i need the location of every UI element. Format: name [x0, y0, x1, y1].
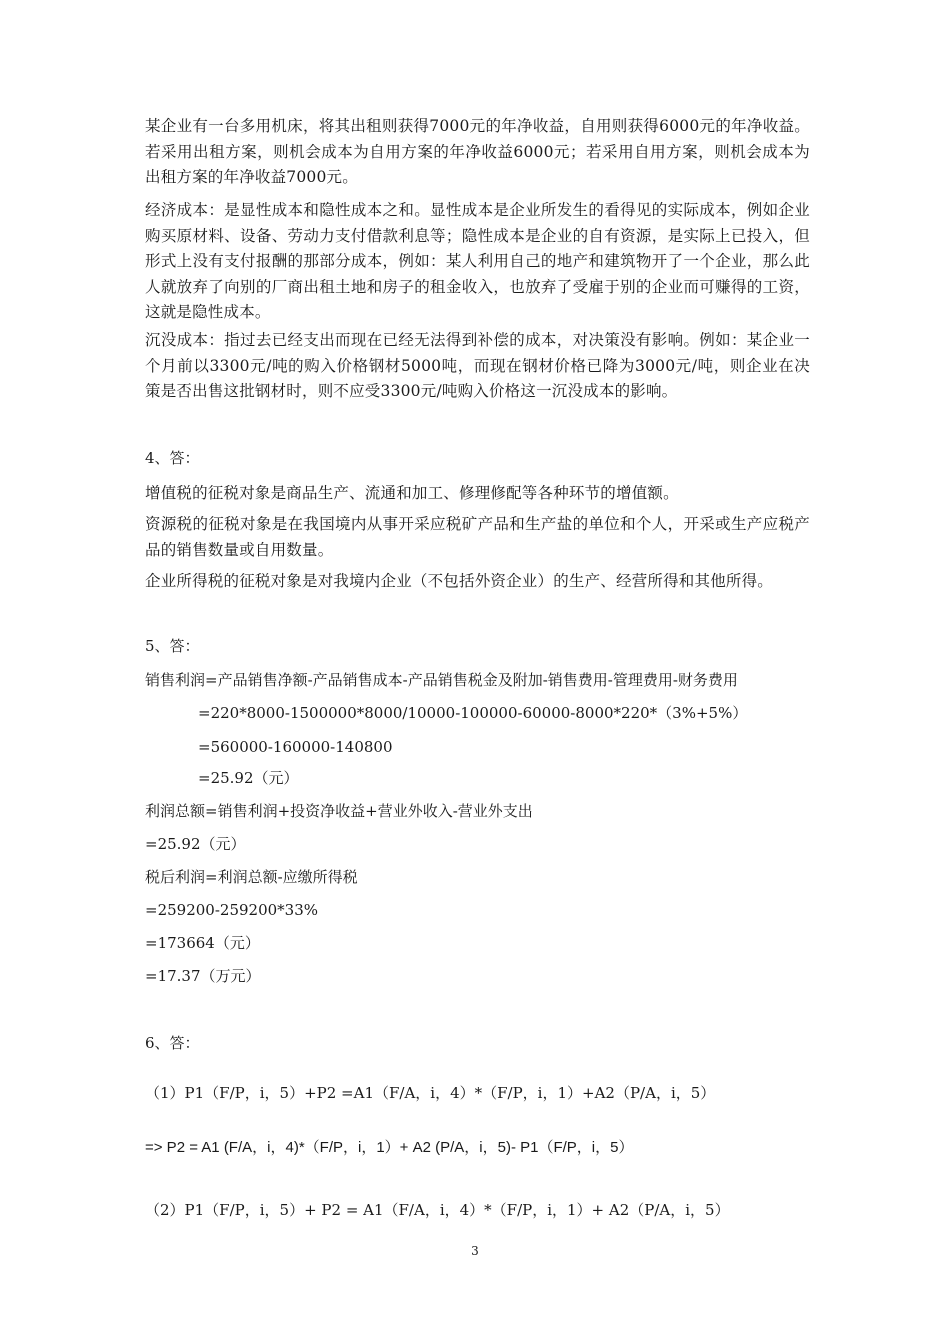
formula-line: 销售利润=产品销售净额-产品销售成本-产品销售税金及附加-销售费用-管理费用-财务费用: [145, 671, 738, 689]
formula-1: （1）P1（F/P，i，5）+P2 =A1（F/A，i，4）*（F/P，i，1）+A2（P/A，i，5）: [145, 1084, 716, 1102]
income-tax-paragraph: 企业所得税的征税对象是对我境内企业（不包括外资企业）的生产、经营所得和其他所得。: [145, 572, 774, 590]
formula-line: =560000-160000-140800: [198, 738, 393, 756]
formula-line: =220*8000-1500000*8000/10000-100000-60000-8000*220*（3%+5%）: [198, 704, 748, 722]
vat-paragraph: 增值税的征税对象是商品生产、流通和加工、修理修配等各种环节的增值额。: [145, 484, 679, 502]
formula-line: =25.92（元）: [145, 835, 246, 853]
formula-line: 税后利润=利润总额-应缴所得税: [145, 868, 358, 886]
answer6-heading: 6、答：: [145, 1034, 200, 1052]
formula-line: =259200-259200*33%: [145, 901, 318, 919]
opportunity-cost-example-paragraph: 某企业有一台多用机床，将其出租则获得7000元的年净收益，自用则获得6000元的年净收益。若采用出租方案，则机会成本为自用方案的年净收益6000元；若采用自用方案，则机会成本为出租方案的年净收益7000元。: [145, 117, 810, 186]
resource-tax-paragraph: 资源税的征税对象是在我国境内从事开采应税矿产品和生产盐的单位和个人，开采或生产应税产品的销售数量或自用数量。: [145, 515, 810, 559]
answer4-heading: 4、答：: [145, 449, 200, 467]
economic-cost-paragraph: 经济成本：是显性成本和隐性成本之和。显性成本是企业所发生的看得见的实际成本，例如企业购买原材料、设备、劳动力支付借款利息等；隐性成本是企业的自有资源，是实际上已投入，但形式上没有支付报酬的那部分成本，例如：某人利用自己的地产和建筑物开了一个企业，那么此人就放弃了向别的厂商出租土地和房子的租金收入，也放弃了受雇于别的企业而可赚得的工资，这就是隐性成本。: [145, 201, 810, 321]
formula-line: =25.92（元）: [198, 769, 299, 787]
page-number: 3: [471, 1244, 479, 1258]
answer5-heading: 5、答：: [145, 637, 200, 655]
formula-line: =173664（元）: [145, 934, 260, 952]
sunk-cost-paragraph: 沉没成本：指过去已经支出而现在已经无法得到补偿的成本，对决策没有影响。例如：某企业一个月前以3300元/吨的购入价格钢材5000吨，而现在钢材价格已降为3000元/吨，则企业在决策是否出售这批钢材时，则不应受3300元/吨购入价格这一沉没成本的影响。: [145, 331, 810, 400]
formula-line: =17.37（万元）: [145, 967, 261, 985]
formula-2: => P2 = A1 (F/A，i，4)*（F/P，i，1）+ A2 (P/A，i，5)- P1（F/P，i，5）: [145, 1139, 634, 1156]
formula-line: 利润总额=销售利润+投资净收益+营业外收入-营业外支出: [145, 802, 533, 820]
formula-3: （2）P1（F/P，i，5）+ P2 = A1（F/A，i，4）*（F/P，i，1）+ A2（P/A，i，5）: [145, 1201, 730, 1219]
